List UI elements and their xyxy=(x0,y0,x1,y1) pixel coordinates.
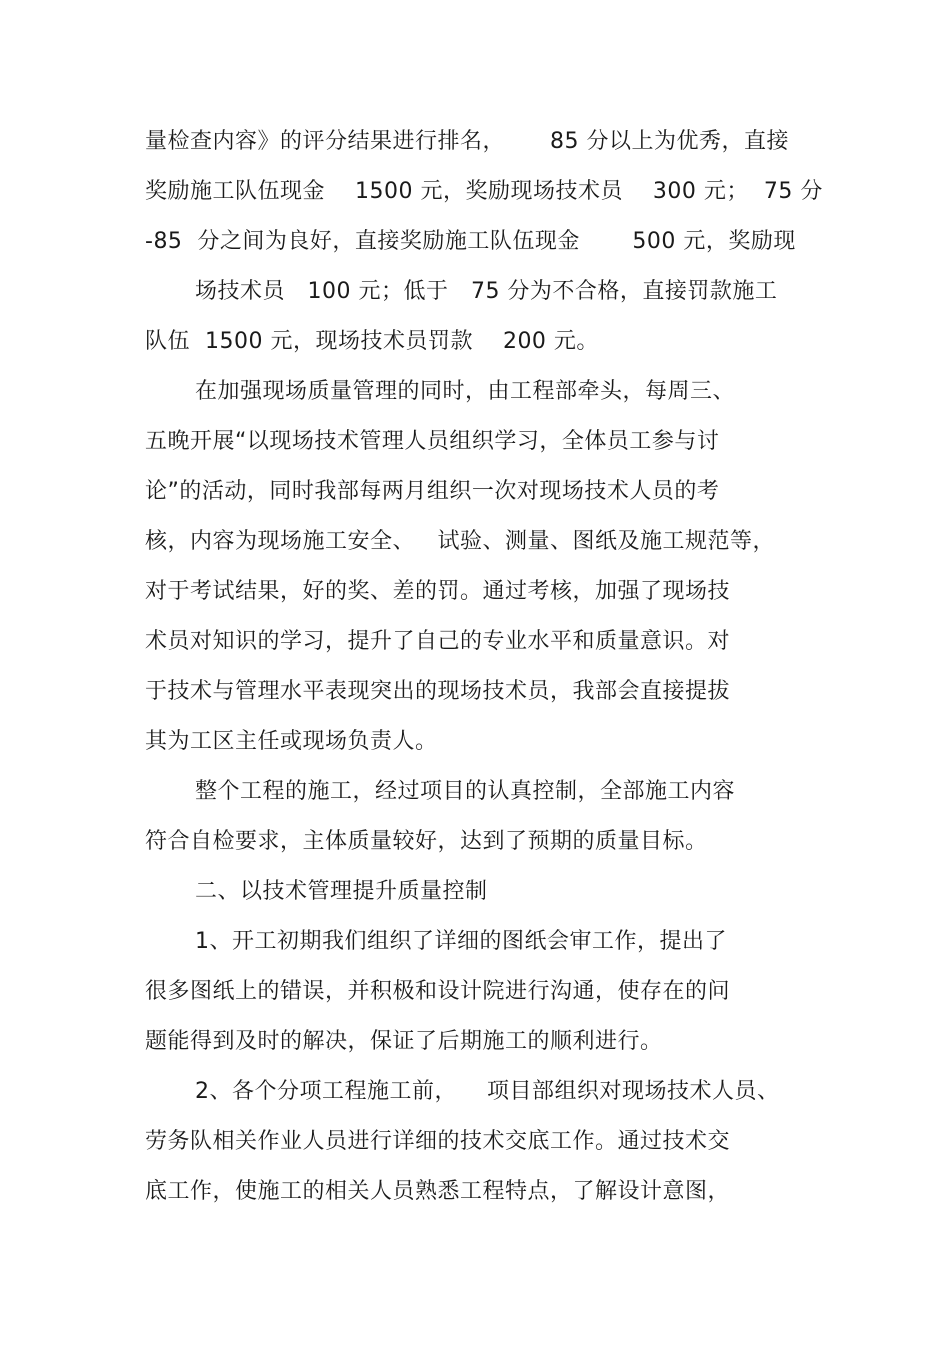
text-line: -85 分之间为良好，直接奖励施工队伍现金 500 元，奖励现 xyxy=(145,229,796,254)
text-line: 在加强现场质量管理的同时，由工程部牵头，每周三、 xyxy=(195,379,736,404)
text-line: 很多图纸上的错误，并积极和设计院进行沟通，使存在的问 xyxy=(145,979,731,1004)
text-line: 对于考试结果，好的奖、差的罚。通过考核，加强了现场技 xyxy=(145,579,731,604)
text-line: 术员对知识的学习，提升了自己的专业水平和质量意识。对 xyxy=(145,629,731,654)
text-line: 题能得到及时的解决，保证了后期施工的顺利进行。 xyxy=(145,1029,663,1054)
text-line: 奖励施工队伍现金 1500 元，奖励现场技术员 300 元； 75 分 xyxy=(145,179,823,204)
text-line: 底工作，使施工的相关人员熟悉工程特点，了解设计意图， xyxy=(145,1179,731,1204)
text-line: 2、各个分项工程施工前， 项目部组织对现场技术人员、 xyxy=(195,1079,780,1104)
text-line: 于技术与管理水平表现突出的现场技术员，我部会直接提拔 xyxy=(145,679,731,704)
section-heading: 二、以技术管理提升质量控制 xyxy=(195,879,488,904)
text-line: 整个工程的施工，经过项目的认真控制，全部施工内容 xyxy=(195,779,736,804)
text-line: 劳务队相关作业人员进行详细的技术交底工作。通过技术交 xyxy=(145,1129,731,1154)
text-line: 其为工区主任或现场负责人。 xyxy=(145,729,438,754)
text-line: 量检查内容》的评分结果进行排名， 85 分以上为优秀，直接 xyxy=(145,129,789,154)
text-line: 论”的活动，同时我部每两月组织一次对现场技术人员的考 xyxy=(145,479,720,504)
text-line: 队伍 1500 元，现场技术员罚款 200 元。 xyxy=(145,329,599,354)
text-line: 五晚开展“以现场技术管理人员组织学习，全体员工参与讨 xyxy=(145,429,720,454)
text-line: 场技术员 100 元；低于 75 分为不合格，直接罚款施工 xyxy=(195,279,778,304)
text-line: 1、开工初期我们组织了详细的图纸会审工作，提出了 xyxy=(195,929,727,954)
text-line: 符合自检要求，主体质量较好，达到了预期的质量目标。 xyxy=(145,829,708,854)
text-line: 核，内容为现场施工安全、 试验、测量、图纸及施工规范等， xyxy=(145,529,775,554)
